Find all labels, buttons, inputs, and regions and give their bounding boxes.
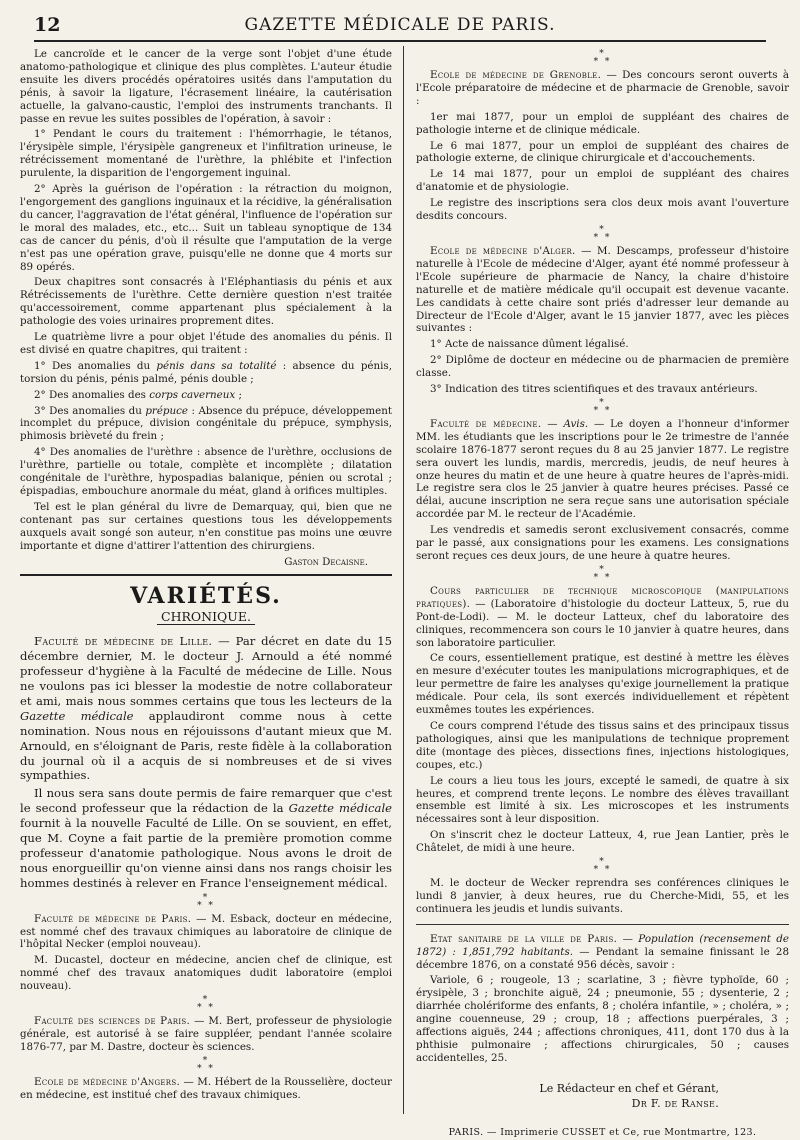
asterism-separator: * * * — [197, 1055, 215, 1074]
news-heading: Ecole de médecine d'Alger. — [430, 244, 576, 257]
news-heading: Cours particulier de technique microscopique (manipulations pratiques). — [416, 584, 789, 610]
paragraph: Le 6 mai 1877, pour un emploi de suppléant des chaires de pathologie externe, de clinique chirurgicale et d'accouchements. — [416, 139, 789, 165]
paragraph: Le cours a lieu tous les jours, excepté le samedi, de quatre à six heures, et comprend trente leçons. Le nombre des élèves travaillant ensemble est limité à six. Les microscopes et les instruments nécessaires sont à leur disposition. — [416, 774, 789, 826]
page-number: 12 — [34, 14, 61, 36]
text: fournit à la nouvelle Faculté de Lille. On se souvient, en effet, que M. Coyne a fait partie de la première promotion comme professeur d'anatomie pathologique. Nous avons le droit de nous enorgueillir qu'on vienne ainsi dans nos rangs choisir les hommes destinés à relever en France l'enseignement médical. — [20, 816, 392, 890]
text: — (Laboratoire d'histologie du docteur Latteux, 5, rue du Pont-de-Lodi). — M. le docteur Latteux, chef du laboratoire des cliniques, recommencera son cours le 10 janvier à quatre heures, dans son laboratoire particulier. — [416, 597, 789, 649]
signature-line: Le Rédacteur en chef et Gérant, — [539, 1081, 719, 1095]
paragraph: Tel est le plan général du livre de Demarquay, qui, bien que ne contenant pas sur certaines questions tous les développements auxquels avait songé son auteur, n'en constitue pas moins une œuvre importante et digne d'attirer l'attention des chirurgiens. — [20, 500, 392, 552]
text: — M. Descamps, professeur d'histoire naturelle à l'Ecole de médecine d'Alger, ayant été nommé professeur à l'Ecole supérieure de pharmacie de Nancy, la chaire d'histoire naturelle et de matière médicale qu'il occupait est devenue vacante. Les candidats à cette chaire sont priés d'adresser leur demande au Directeur de l'Ecole d'Alger, avant le 15 janvier 1877, avec les pièces suivantes : — [416, 244, 790, 335]
text: — M. Hébert de la Rousselière, docteur en médecine, est institué chef des travaux chimiques. — [20, 1075, 392, 1101]
chronique-body — [20, 634, 392, 890]
news-item — [20, 913, 392, 952]
text: — M. Bert, professeur de physiologie générale, est autorisé à se faire suppléer, pendant l'année scolaire 1876-77, par M. Dastre, docteur ès sciences. — [20, 1015, 392, 1053]
author-signature: Gaston Decaisne. — [284, 555, 368, 568]
news-heading: Ecole de médecine de Grenoble. — [430, 69, 602, 81]
text: — Des concours seront ouverts à l'Ecole préparatoire de médecine et de pharmacie de Grenoble, savoir : — [416, 69, 789, 107]
paragraph: Le 14 mai 1877, pour un emploi de suppléant des chaires d'anatomie et de physiologie. — [416, 168, 789, 194]
paragraph: Le cancroïde et le cancer de la verge sont l'objet d'une étude anatomo-pathologique et clinique des plus complètes. L'auteur étudie ensuite les divers procédés opératoires usités dans l'amputation du pénis, à savoir la ligature, l'écrasement linéaire, la cautérisation actuelle, la galvano-caustic, l'emploi des instruments tranchants. Il passe en revue les suites possibles de l'opération, à savoir : — [20, 48, 392, 125]
paragraph — [20, 405, 392, 444]
paragraph: On s'inscrit chez le docteur Latteux, 4, rue Jean Lantier, près le Châtelet, de midi à une heure. — [416, 829, 789, 855]
asterism-separator: * * * — [197, 995, 215, 1014]
text: : Absence du prépuce, développement incomplet du prépuce, division congénitale du prépuce, symphysis, phimosis brièveté du frein ; — [20, 404, 392, 443]
news-heading: Faculté de médecine de Paris. — [34, 912, 192, 925]
section-rule — [20, 574, 392, 576]
text: — Par décret en date du 15 décembre dernier, M. le docteur J. Arnould a été nommé professeur d'hygiène à la Faculté de médecine de Lille. Nous ne voulons pas ici blesser la modestie de notre collaborateur et ami, mais nous sommes certains que tous les lecteurs de la — [20, 634, 392, 708]
asterism-separator: * * * — [593, 397, 612, 416]
text: — M. Esback, docteur en médecine, est nommé chef des travaux chimiques au laboratoire de clinique de l'hôpital Necker (emploi nouveau). — [20, 912, 393, 951]
paragraph: Variole, 6 ; rougeole, 13 ; scarlatine, 3 ; fièvre typhoïde, 60 ; érysipèle, 3 ; bronchite aiguë, 24 ; pneumonie, 55 ; dysenterie, 2 ; diarrhée cholériforme des enfants, 8 ; choléra infantile, » ; choléra, » ; angine couenneuse, 29 ; croup, 18 ; affections puerpérales, 3 ; affections aiguës, 244 ; affections chroniques, 411, dont 170 dus à la phthisie pulmonaire ; affections chirurgicales, 50 ; causes accidentelles, 25. — [416, 974, 789, 1064]
paragraph: Ce cours, essentiellement pratique, est destiné à mettre les élèves en mesure d'exécuter toutes les manipulations micrographiques, et de leur permettre de faire les analyses qu'exige journellement la pratique médicale. Pour cela, ils sont exercés individuellement et répètent euxmêmes toutes les expériences. — [416, 652, 789, 717]
section-heading: VARIÉTÉS. — [130, 583, 282, 610]
paragraph: 2° Après la guérison de l'opération : la rétraction du moignon, l'engorgement des ganglions inguinaux et la récidive, la généralisation du cancer, l'aggravation de l'état général, l'influence de l'opération sur le moral des malades, etc., etc... Suit un tableau synoptique de 134 cas de cancer du pénis, d'où il résulte que l'amputation de la verge n'est pas une opération grave, puisqu'elle ne donne que 4 morts sur 89 opérés. — [20, 183, 392, 273]
page-header — [34, 14, 766, 42]
news-item — [20, 786, 392, 890]
paragraph: 2° Diplôme de docteur en médecine ou de pharmacien de première classe. — [416, 354, 789, 380]
paragraph — [20, 389, 392, 402]
news-item — [416, 585, 789, 650]
text: 3° Des anomalies du — [34, 404, 146, 417]
news-item — [20, 634, 392, 783]
journal-title: GAZETTE MÉDICALE DE PARIS. — [244, 15, 556, 35]
paragraph: Les vendredis et samedis seront exclusivement consacrés, comme par le passé, aux consignations pour les examens. Les consignations seront reçues ces deux jours, de une heure à quatre heures. — [416, 524, 789, 562]
text: 2° Des anomalies des — [34, 388, 150, 401]
text: ; — [235, 388, 242, 401]
paragraph: Ce cours comprend l'étude des tissus sains et des principaux tissus pathologiques, ainsi que les manipulations de technique proprement dite (montage des pièces, dissections fines, injections histologiques, coupes, etc.) — [416, 719, 789, 771]
asterism-separator: * * * — [593, 49, 612, 67]
text: : absence du pénis, torsion du pénis, pénis palmé, pénis double ; — [20, 359, 392, 385]
news-item: Faculté de médecine. — Avis. — Le doyen a l'honneur d'informer MM. les étudiants que les inscriptions pour le 2e trimestre de l'année scolaire 1876-1877 seront reçues du 8 au 25 janvier 1877. Le registre sera ouvert les lundis, mardis, mercredis, jeudis, de neuf heures à onze heures du matin et de une heure à quatre heures de l'après-midi. Le registre sera clos le 25 janvier à quatre heures précises. Passé ce délai, aucune inscription ne sera reçue sans une autorisation spéciale accordée par M. le recteur de l'Académie. — [416, 417, 789, 521]
news-item: M. le docteur de Wecker reprendra ses conférences cliniques le lundi 8 janvier, à deux heures, rue du Cherche-Midi, 55, et les continuera les jeudis et lundis suivants. — [416, 877, 789, 915]
text: — Pendant la semaine finissant le 28 décembre 1876, on a constaté 956 décès, savoir : — [416, 945, 790, 971]
paragraph: 1° Pendant le cours du traitement : l'hémorrhagie, le tétanos, l'érysipèle simple, l'érysipèle gangreneux et l'infiltration urineuse, le rétrécissement momentané de l'urèthre, la phlébite et l'infection purulente, la disparition de l'engorgement inguinal. — [20, 128, 392, 180]
paragraph: 1er mai 1877, pour un emploi de suppléant des chaires de pathologie interne et de clinique médicale. — [416, 110, 789, 136]
printer-imprint: PARIS. — Imprimerie CUSSET et Ce, rue Montmartre, 123. — [448, 1126, 757, 1138]
news-heading: Ecole de médecine d'Angers. — [34, 1075, 181, 1088]
paragraph: 3° Indication des titres scientifiques et des travaux antérieurs. — [430, 383, 758, 396]
paragraph: 1° Acte de naissance dûment légalisé. — [430, 338, 629, 351]
right-column — [416, 48, 789, 1140]
text: applaudiront comme nous à cette nomination. Nous nous en réjouissons d'autant mieux que M. Arnould, en s'éloignant de Paris, reste fidèle à la collaboration du journal où il a acquis de si nombreuses et de si vives sympathies. — [20, 708, 392, 783]
paragraph: M. Ducastel, docteur en médecine, ancien chef de clinique, est nommé chef des travaux anatomiques dudit laboratoire (emploi nouveau). — [20, 954, 392, 993]
paragraph: Deux chapitres sont consacrés à l'Eléphantiasis du pénis et aux Rétrécissements de l'urèthre. Cette dernière question n'est traitée qu'accessoirement, comme appartenant plus spécialement à la pathologie des voies urinaires proprement dites. — [20, 276, 392, 328]
text: Il nous sera sans doute permis de faire remarquer que c'est le second professeur que la rédaction de la — [20, 786, 392, 816]
news-heading: Etat sanitaire de la ville de Paris. — [430, 932, 618, 945]
asterism-separator: * * * — [593, 564, 612, 583]
italic-text: Gazette médicale — [20, 708, 134, 723]
italic-text: — Population (recensement de 1872) : 1,851,792 habitants. — [416, 932, 789, 958]
paragraph: Le registre des inscriptions sera clos deux mois avant l'ouverture desdits concours. — [416, 197, 789, 223]
paragraph: 4° Des anomalies de l'urèthre : absence de l'urèthre, occlusions de l'urèthre, partielle ou totale, complète et incomplète ; dilatation congénitale de l'urèthre, hypospadias balanique, pénien ou scrotal ; épispadias, embouchure anormale du méat, gland à orifices multiples. — [20, 446, 392, 497]
left-column — [20, 48, 392, 1105]
italic-text: Avis. — [563, 417, 589, 430]
news-item — [416, 933, 789, 972]
paragraph: Le quatrième livre a pour objet l'étude des anomalies du pénis. Il est divisé en quatre chapitres, qui traitent : — [20, 331, 392, 356]
section-rule — [416, 924, 789, 925]
italic-text: corps caverneux — [149, 388, 236, 401]
italic-text: Gazette médicale — [288, 801, 393, 816]
asterism-separator: * * * — [593, 224, 612, 243]
asterism-separator: * * * — [593, 857, 612, 876]
news-item — [20, 1015, 392, 1054]
editor-signature — [416, 1081, 789, 1111]
news-heading: Faculté de médecine de Lille. — [34, 634, 213, 649]
news-item — [416, 245, 789, 335]
text: — Le doyen a l'honneur d'informer MM. les étudiants que les inscriptions pour le 2e trimestre de l'année scolaire 1876-1877 seront reçues du 8 au 25 janvier 1877. Le registre sera ouvert les lundis, mardis, mercredis, jeudis, de neuf heures à onze heures du matin et de une heure à quatre heures de l'après-midi. Le registre sera clos le 25 janvier à quatre heures précises. Passé ce délai, aucune inscription ne sera reçue sans une autorisation spéciale accordée par M. le recteur de l'Académie. — [416, 417, 789, 521]
text: 1° Des anomalies du — [34, 359, 157, 372]
italic-text: pénis dans sa totalité — [156, 359, 277, 372]
news-heading: Faculté des sciences de Paris. — [34, 1015, 191, 1028]
asterism-separator: * * * — [197, 892, 215, 911]
news-item — [416, 69, 789, 108]
subsection-heading — [20, 611, 392, 624]
column-divider — [403, 46, 404, 1114]
chronique-label: CHRONIQUE. — [157, 609, 255, 625]
news-item — [20, 1076, 392, 1102]
paragraph — [20, 360, 392, 386]
italic-text: prépuce — [145, 404, 189, 417]
signature-name: Dr F. de Ranse. — [631, 1096, 719, 1110]
news-heading: Faculté de médecine. — [430, 417, 542, 430]
